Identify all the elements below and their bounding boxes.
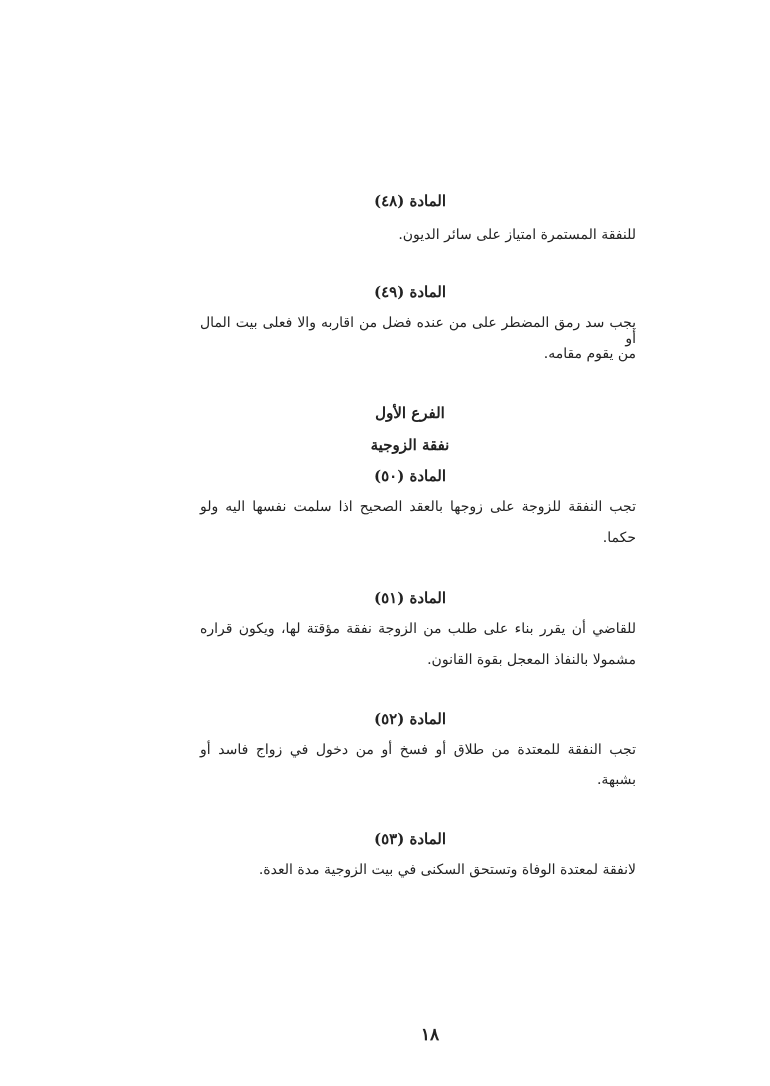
article-53-line-1: لانفقة لمعتدة الوفاة وتستحق السكنى في بيت الزوجية مدة العدة. xyxy=(258,862,636,878)
article-49-line-1: يجب سد رمق المضطر على من عنده فضل من اقاربه والا فعلى بيت المال أو xyxy=(200,315,636,347)
article-52-line-2: بشبهة. xyxy=(596,772,636,788)
article-49-line-2: من يقوم مقامه. xyxy=(543,346,636,362)
article-52-line-1: تجب النفقة للمعتدة من طلاق أو فسخ أو من دخول في زواج فاسد أو xyxy=(200,742,636,758)
article-53-heading: المادة (٥٣) xyxy=(373,830,447,848)
article-48-line-1: للنفقة المستمرة امتياز على سائر الديون. xyxy=(398,227,636,243)
article-52-heading: المادة (٥٢) xyxy=(373,710,447,728)
section-title: الفرع الأول xyxy=(375,404,445,422)
section-subtitle: نفقة الزوجية xyxy=(370,436,450,454)
article-49-heading: المادة (٤٩) xyxy=(373,283,447,301)
article-51-heading: المادة (٥١) xyxy=(373,589,447,607)
page-number: ١٨ xyxy=(420,1025,440,1045)
article-51-line-2: مشمولا بالنفاذ المعجل بقوة القانون. xyxy=(427,652,636,668)
article-50-line-1: تجب النفقة للزوجة على زوجها بالعقد الصحيح اذا سلمت نفسها اليه ولو xyxy=(200,499,636,515)
article-51-line-1: للقاضي أن يقرر بناء على طلب من الزوجة نفقة مؤقتة لها، ويكون قراره xyxy=(200,621,636,637)
article-48-heading: المادة (٤٨) xyxy=(373,192,447,210)
article-50-line-2: حكما. xyxy=(602,530,636,546)
article-50-heading: المادة (٥٠) xyxy=(373,467,447,485)
